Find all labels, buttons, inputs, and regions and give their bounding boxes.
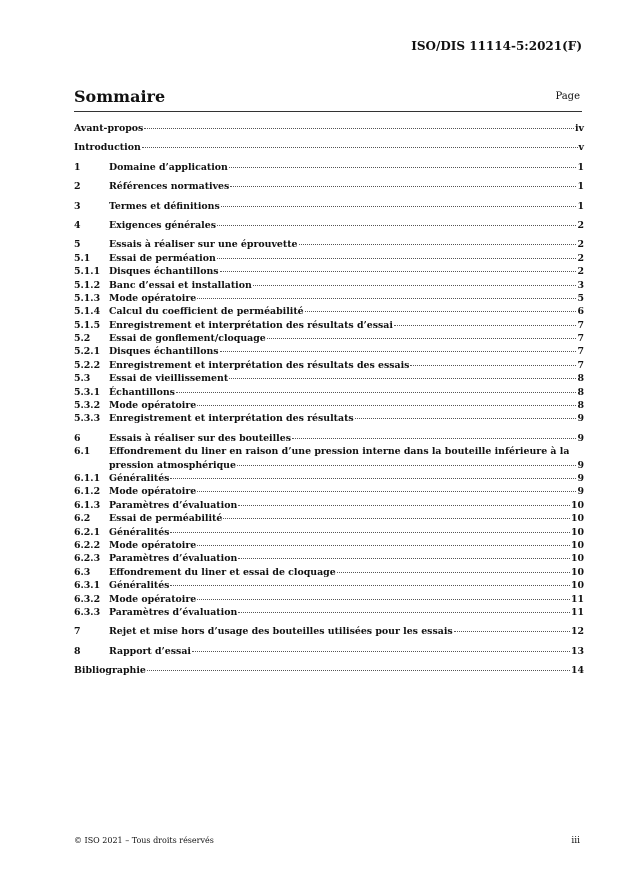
toc-entry-number: 5.1 <box>74 252 91 264</box>
toc-leader-dots <box>229 167 577 168</box>
toc-entry-title: Exigences générales <box>109 219 216 231</box>
toc-entry-page: 10 <box>570 499 584 511</box>
toc-entry-page: 13 <box>570 645 584 657</box>
toc-leader-dots <box>299 244 577 245</box>
toc-entry-number: 1 <box>74 161 81 173</box>
toc-entry-title-continued: pression atmosphérique <box>109 459 236 471</box>
toc-entry-title: Échantillons <box>109 386 175 398</box>
toc-entry-number: 6.2.3 <box>74 553 101 565</box>
toc-leader-dots <box>192 651 570 652</box>
toc-entry-number: 3 <box>74 200 81 212</box>
toc-entry-title: Paramètres d’évaluation <box>109 606 238 618</box>
toc-entry-number: 5.1.1 <box>74 266 101 278</box>
toc-entry[interactable] <box>74 252 584 265</box>
toc-leader-dots <box>147 670 570 671</box>
toc-entry-page: 7 <box>577 319 584 331</box>
toc-entry-title: Bibliographie <box>74 665 146 677</box>
toc-leader-dots <box>337 572 570 573</box>
toc-entry-title: Paramètres d’évaluation <box>109 553 238 565</box>
toc-entry-title: Introduction <box>74 142 141 154</box>
footer-copyright: © ISO 2021 – Tous droits réservés <box>74 836 214 845</box>
toc-entry-number: 6.3.1 <box>74 580 101 592</box>
toc-entry[interactable] <box>74 593 584 606</box>
toc-entry-title: Effondrement du liner en raison d’une pression interne dans la bouteille inférieure à la <box>109 446 570 458</box>
toc-entry-page: 1 <box>577 200 584 212</box>
toc-leader-dots <box>267 338 577 339</box>
toc-entry[interactable] <box>74 399 584 412</box>
toc-entry[interactable] <box>74 485 584 498</box>
toc-entry[interactable] <box>74 445 584 472</box>
toc-entry[interactable] <box>74 566 584 579</box>
toc-leader-dots <box>217 258 577 259</box>
toc-leader-dots <box>144 128 574 129</box>
toc-entry[interactable] <box>74 386 584 399</box>
toc-entry[interactable] <box>74 432 584 445</box>
table-of-contents <box>74 122 584 677</box>
toc-entry-number: 6.3.3 <box>74 606 101 618</box>
toc-entry-page: 10 <box>570 566 584 578</box>
toc-entry-number: 6.3.2 <box>74 593 101 605</box>
toc-entry-page: 10 <box>570 513 584 525</box>
toc-entry-page: 8 <box>577 373 584 385</box>
toc-entry-number: 7 <box>74 626 81 638</box>
toc-entry-number: 8 <box>74 645 81 657</box>
toc-entry[interactable] <box>74 664 584 677</box>
toc-leader-dots <box>170 532 569 533</box>
toc-entry[interactable] <box>74 606 584 619</box>
toc-entry-number: 6.1.2 <box>74 486 101 498</box>
toc-entry-title: Généralités <box>109 580 170 592</box>
toc-entry[interactable] <box>74 472 584 485</box>
toc-entry-page: 9 <box>577 486 584 498</box>
toc-entry-page: 8 <box>577 400 584 412</box>
toc-entry[interactable] <box>74 526 584 539</box>
toc-rule <box>74 111 582 112</box>
toc-entry-page: 7 <box>577 346 584 358</box>
toc-entry-number: 5.2.1 <box>74 346 101 358</box>
toc-entry[interactable] <box>74 238 584 251</box>
toc-entry-number: 6.2.2 <box>74 539 101 551</box>
toc-leader-dots <box>176 392 577 393</box>
toc-entry-number: 6.3 <box>74 566 91 578</box>
toc-entry-page: 11 <box>570 606 584 618</box>
toc-entry-title: Essai de perméabilité <box>109 513 223 525</box>
toc-entry-page: 9 <box>577 473 584 485</box>
toc-entry[interactable] <box>74 372 584 385</box>
toc-leader-dots <box>170 585 569 586</box>
toc-entry[interactable] <box>74 305 584 318</box>
toc-entry[interactable] <box>74 319 584 332</box>
toc-entry-number: 5.1.2 <box>74 279 101 291</box>
toc-entry-title: Disques échantillons <box>109 346 219 358</box>
toc-entry-title: Généralités <box>109 526 170 538</box>
toc-entry-page: 2 <box>577 219 584 231</box>
toc-entry-title: Rapport d’essai <box>109 645 191 657</box>
toc-entry-number: 5.3.2 <box>74 400 101 412</box>
toc-title: Sommaire <box>74 87 166 106</box>
toc-entry-title: Enregistrement et interprétation des résultats d’essai <box>109 319 393 331</box>
toc-entry-title: Mode opératoire <box>109 486 197 498</box>
toc-entry-title: Calcul du coefficient de perméabilité <box>109 306 304 318</box>
toc-entry-title: Généralités <box>109 473 170 485</box>
toc-leader-dots <box>197 491 576 492</box>
toc-entry-page: 11 <box>570 593 584 605</box>
toc-leader-dots <box>238 612 570 613</box>
toc-entry-number: 2 <box>74 181 81 193</box>
toc-leader-dots <box>394 325 577 326</box>
toc-entry-page: 9 <box>577 413 584 425</box>
toc-leader-dots <box>221 206 577 207</box>
footer-page-number: iii <box>571 836 580 846</box>
toc-leader-dots <box>355 418 577 419</box>
toc-entry[interactable] <box>74 141 584 154</box>
toc-entry-number: 5.1.5 <box>74 319 101 331</box>
toc-entry[interactable] <box>74 332 584 345</box>
toc-entry-number: 6.1.1 <box>74 473 101 485</box>
toc-entry-number: 6.1.3 <box>74 499 101 511</box>
toc-entry[interactable] <box>74 412 584 425</box>
toc-entry[interactable] <box>74 512 584 525</box>
toc-entry-page: 5 <box>577 292 584 304</box>
toc-entry-number: 5 <box>74 239 81 251</box>
toc-leader-dots <box>292 438 576 439</box>
toc-entry-title: Mode opératoire <box>109 593 197 605</box>
toc-entry-title: Essais à réaliser sur une éprouvette <box>109 239 298 251</box>
toc-entry-title: Termes et définitions <box>109 200 220 212</box>
toc-entry[interactable] <box>74 345 584 358</box>
toc-entry-title: Essais à réaliser sur des bouteilles <box>109 432 291 444</box>
toc-entry-page: 1 <box>577 181 584 193</box>
toc-leader-dots <box>220 351 577 352</box>
toc-entry-title: Disques échantillons <box>109 266 219 278</box>
toc-entry[interactable] <box>74 219 584 232</box>
toc-leader-dots <box>142 147 578 148</box>
toc-entry-page: 7 <box>577 333 584 345</box>
toc-leader-dots <box>217 225 577 226</box>
document-id: ISO/DIS 11114-5:2021(F) <box>411 39 582 53</box>
toc-leader-dots <box>197 545 570 546</box>
toc-entry-title: Mode opératoire <box>109 292 197 304</box>
toc-entry[interactable] <box>74 645 584 658</box>
toc-entry-number: 5.3.1 <box>74 386 101 398</box>
toc-leader-dots <box>197 298 576 299</box>
toc-entry-number: 5.1.4 <box>74 306 101 318</box>
toc-entry-page: 7 <box>577 359 584 371</box>
toc-entry-page: 2 <box>577 266 584 278</box>
page-column-label: Page <box>555 91 580 102</box>
toc-leader-dots <box>410 365 576 366</box>
toc-entry-title: Essai de gonflement/cloquage <box>109 333 266 345</box>
toc-entry[interactable] <box>74 292 584 305</box>
toc-entry[interactable] <box>74 122 584 135</box>
toc-entry-title: Effondrement du liner et essai de cloquage <box>109 566 336 578</box>
toc-entry-number: 6 <box>74 432 81 444</box>
toc-entry-title: Références normatives <box>109 181 230 193</box>
toc-entry[interactable] <box>74 161 584 174</box>
toc-leader-dots <box>237 465 577 466</box>
toc-entry-page: 1 <box>577 161 584 173</box>
toc-entry-number: 5.2.2 <box>74 359 101 371</box>
toc-entry-title: Paramètres d’évaluation <box>109 499 238 511</box>
toc-entry-number: 6.1 <box>74 446 91 458</box>
toc-entry-page: 9 <box>577 459 584 471</box>
toc-entry[interactable] <box>74 279 584 292</box>
toc-entry-title: Avant-propos <box>74 123 144 134</box>
toc-entry[interactable] <box>74 200 584 213</box>
toc-leader-dots <box>220 271 577 272</box>
toc-entry-number: 6.2.1 <box>74 526 101 538</box>
toc-leader-dots <box>238 505 570 506</box>
toc-entry-title: Banc d’essai et installation <box>109 279 252 291</box>
toc-entry-title: Enregistrement et interprétation des résultats <box>109 413 354 425</box>
toc-entry-title: Mode opératoire <box>109 539 197 551</box>
toc-leader-dots <box>454 631 570 632</box>
toc-entry-number: 6.2 <box>74 513 91 525</box>
toc-entry[interactable] <box>74 265 584 278</box>
toc-entry[interactable] <box>74 625 584 638</box>
toc-entry[interactable] <box>74 359 584 372</box>
toc-entry-number: 5.3 <box>74 373 91 385</box>
toc-entry-page: 10 <box>570 539 584 551</box>
toc-leader-dots <box>238 558 570 559</box>
toc-entry-page: v <box>578 142 584 154</box>
toc-leader-dots <box>223 518 570 519</box>
toc-entry-number: 5.1.3 <box>74 292 101 304</box>
toc-entry[interactable] <box>74 499 584 512</box>
toc-entry[interactable] <box>74 539 584 552</box>
toc-entry-page: 6 <box>577 306 584 318</box>
toc-leader-dots <box>230 186 576 187</box>
toc-entry-page: 14 <box>570 665 584 677</box>
toc-entry-number: 5.3.3 <box>74 413 101 425</box>
toc-entry-page: iv <box>574 123 584 134</box>
toc-entry-number: 5.2 <box>74 333 91 345</box>
toc-entry-title: Essai de perméation <box>109 252 216 264</box>
toc-leader-dots <box>197 405 576 406</box>
toc-entry-title: Mode opératoire <box>109 400 197 412</box>
toc-entry-page: 10 <box>570 553 584 565</box>
toc-leader-dots <box>253 285 577 286</box>
toc-entry-title: Enregistrement et interprétation des résultats des essais <box>109 359 410 371</box>
toc-entry[interactable] <box>74 552 584 565</box>
toc-leader-dots <box>170 478 576 479</box>
toc-entry-page: 8 <box>577 386 584 398</box>
toc-entry-number: 4 <box>74 219 81 231</box>
toc-entry-page: 12 <box>570 626 584 638</box>
toc-entry-page: 2 <box>577 239 584 251</box>
toc-leader-dots <box>305 311 577 312</box>
toc-entry-title: Essai de vieillissement <box>109 373 229 385</box>
toc-entry-title: Rejet et mise hors d’usage des bouteilles utilisées pour les essais <box>109 626 453 638</box>
toc-leader-dots <box>229 378 576 379</box>
toc-leader-dots <box>197 599 570 600</box>
toc-entry-page: 10 <box>570 526 584 538</box>
toc-entry[interactable] <box>74 579 584 592</box>
toc-entry-page: 3 <box>577 279 584 291</box>
toc-entry-page: 9 <box>577 432 584 444</box>
toc-entry-page: 10 <box>570 580 584 592</box>
toc-entry-title: Domaine d’application <box>109 161 228 173</box>
toc-entry-page: 2 <box>577 252 584 264</box>
toc-entry[interactable] <box>74 180 584 193</box>
